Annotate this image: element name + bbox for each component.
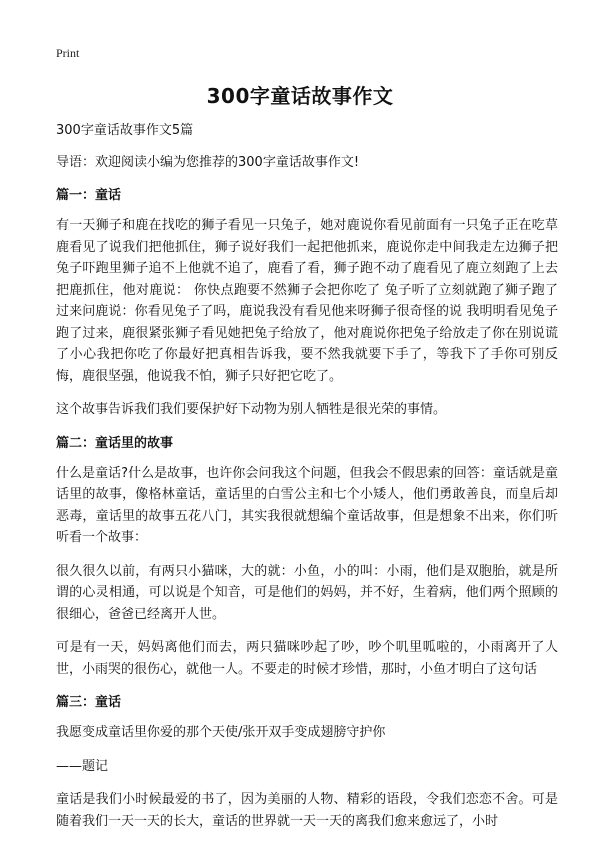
paragraph: 我愿变成童话里你爱的那个天使/张开双手变成翅膀守护你 [56, 725, 386, 740]
paragraph: 这个故事告诉我们我们要保护好下动物为别人牺牲是很光荣的事情。 [56, 402, 447, 417]
section-heading-3: 篇三：童话 [56, 695, 122, 710]
print-link[interactable]: Print [56, 46, 80, 60]
article-subtitle: 300字童话故事作文5篇 [56, 123, 194, 138]
paragraph: 很久很久以前，有两只小猫咪，大的就：小鱼，小的叫：小雨，他们是双胞胎，就是所谓的心灵相通，可以说是个知音，可是他们的妈妈，并不好，生着病，他们两个照顾的很细心，爸爸已经离开人世。 [56, 563, 558, 622]
epigraph-label: ——题记 [56, 758, 109, 774]
paragraph: 童话是我们小时候最爱的书了，因为美丽的人物、精彩的语段，令我们恋恋不舍。可是随着我们一天一天的长大，童话的世界就一天一天的离我们愈来愈远了，小时 [56, 792, 558, 829]
section-heading-1: 篇一：童话 [56, 188, 122, 203]
paragraph: 有一天狮子和鹿在找吃的狮子看见一只兔子，她对鹿说你看见前面有一只兔子正在吃草鹿看见了说我们把他抓住，狮子说好我们一起把他抓来，鹿说你走中间我走左边狮子把兔子吓跑里狮子追不上他就不追了，鹿看了看，狮子跑不动了鹿看见了鹿立刻跑了上去把鹿抓住，他对鹿说： 你快点跑要不然狮子会把你吃了 兔子听了立刻就跑了狮子跑了过来问鹿说：你看见兔子了吗，鹿说我没有看见他来呀狮子很奇怪的说 我明明看见兔子跑了过来，鹿很紧张狮子看见她把兔子给放了，他对鹿说你把兔子给放走了你在别说谎了小心我把你吃了你最好把真相告诉我，要不然我就要下手了，等我下了手你可别反悔，鹿很坚强，他说我不怕，狮子只好把它吃了。 [56, 218, 558, 384]
article-body [56, 120, 558, 844]
paragraph: 可是有一天，妈妈离他们而去，两只猫咪吵起了吵，吵个叽里呱啦的，小雨离开了人世，小雨哭的很伤心，就他一人。不要走的时候才珍惜，那时，小鱼才明白了这句话 [56, 640, 558, 677]
section-heading-2: 篇二：童话里的故事 [56, 435, 174, 451]
page-title: 300字童话故事作文 [206, 84, 394, 108]
paragraph: 什么是童话?什么是故事，也许你会问我这个问题，但我会不假思索的回答：童话就是童话里的故事，像格林童话，童话里的白雪公主和七个小矮人，他们勇敢善良，而皇后却恶毒，童话里的故事五花八门，其实我很就想编个童话故事，但是想象不出来，你们听听看一个故事： [56, 465, 558, 545]
article-intro: 导语：欢迎阅读小编为您推荐的300字童话故事作文! [56, 154, 360, 170]
